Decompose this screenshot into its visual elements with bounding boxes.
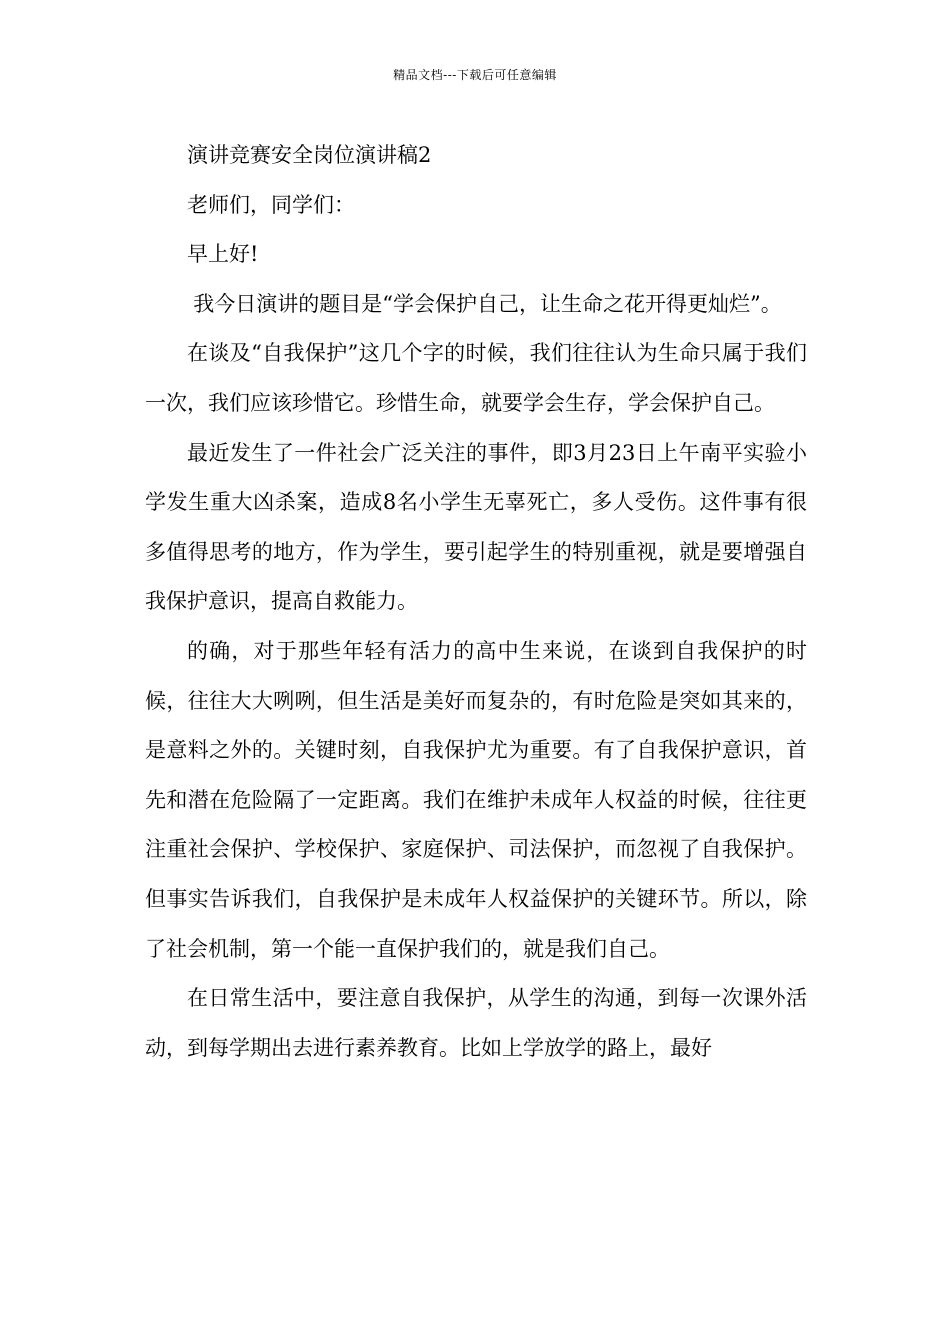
salutation: 老师们，同学们：: [187, 192, 355, 217]
paragraph-daily-life: 在日常生活中，要注意自我保护，从学生的沟通，到每一次课外活动，到每学期出去进行素养教育。比如上学放学的路上，最好: [145, 986, 807, 1060]
document-title: 演讲竞赛安全岗位演讲稿2: [187, 143, 432, 167]
greeting: 早上好!: [187, 242, 259, 267]
paragraph-topic: 我今日演讲的题目是“学会保护自己，让生命之花开得更灿烂”。: [193, 291, 782, 316]
paragraph-self-protection: 在谈及“自我保护”这几个字的时候，我们往往认为生命只属于我们一次，我们应该珍惜它。珍惜生命，就要学会生存，学会保护自己。: [145, 341, 807, 415]
paragraph-incident: 最近发生了一件社会广泛关注的事件，即3月23日上午南平实验小学发生重大凶杀案，造成8名小学生无辜死亡，多人受伤。这件事有很多值得思考的地方，作为学生，要引起学生的特别重视，就是要增强自我保护意识，提高自救能力。: [145, 440, 807, 614]
document-body: [145, 131, 807, 1073]
paragraph-awareness: 的确，对于那些年轻有活力的高中生来说，在谈到自我保护的时候，往往大大咧咧，但生活是美好而复杂的，有时危险是突如其来的，是意料之外的。关键时刻，自我保护尤为重要。有了自我保护意识，首先和潜在危险隔了一定距离。我们在维护未成年人权益的时候，往往更注重社会保护、学校保护、家庭保护、司法保护，而忽视了自我保护。但事实告诉我们，自我保护是未成年人权益保护的关键环节。所以，除了社会机制，第一个能一直保护我们的，就是我们自己。: [145, 638, 807, 961]
header-note: 精品文档---下载后可任意编辑: [393, 68, 557, 82]
